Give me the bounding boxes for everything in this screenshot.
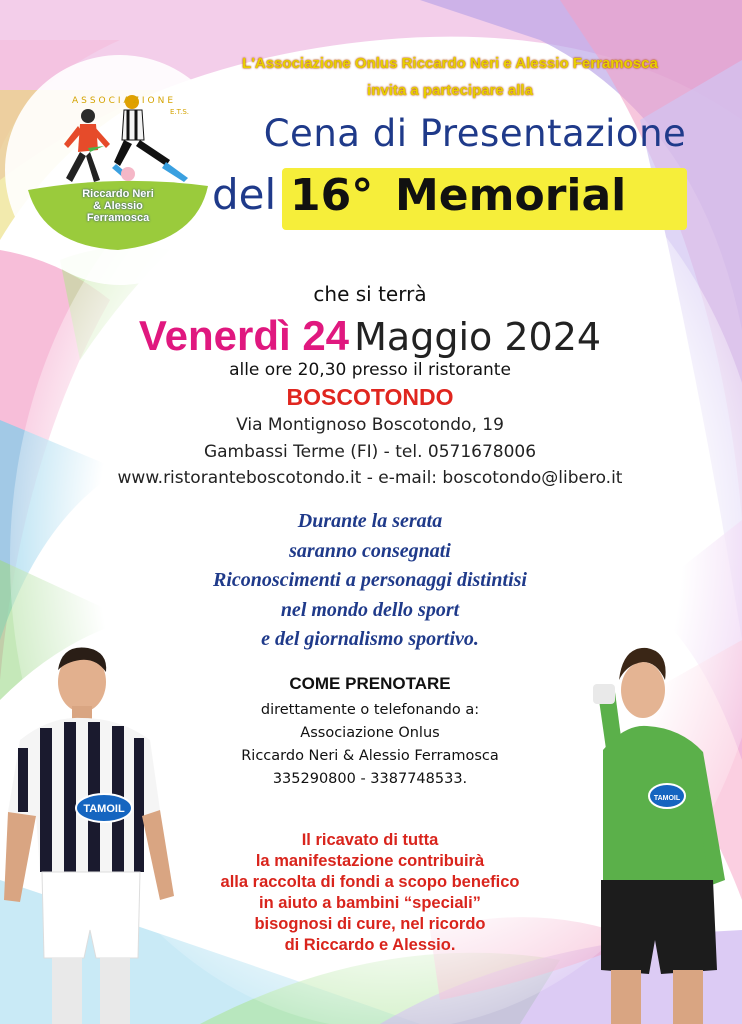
title-del: del bbox=[212, 170, 277, 219]
evening-text bbox=[150, 507, 590, 655]
event-day: Venerdì 24 bbox=[138, 312, 350, 359]
charity-line: alla raccolta di fondi a scopo benefico bbox=[220, 873, 520, 891]
event-date bbox=[100, 312, 640, 360]
event-time: alle ore 20,30 presso il ristorante bbox=[229, 360, 511, 380]
booking-title: COME PRENOTARE bbox=[289, 674, 451, 693]
organization-intro bbox=[150, 50, 742, 104]
intro-line-2: invita a partecipare alla bbox=[367, 82, 533, 99]
logo-name-line-3: Ferramosca bbox=[86, 212, 150, 224]
booking-line: direttamente o telefonando a: bbox=[260, 702, 480, 718]
address-line-1: Via Montignoso Boscotondo, 19 bbox=[236, 415, 504, 435]
logo-name-line-1: Riccardo Neri bbox=[82, 188, 154, 200]
charity-text bbox=[160, 830, 580, 956]
title-number: 16° bbox=[290, 170, 374, 221]
charity-line: Il ricavato di tutta bbox=[301, 831, 439, 849]
event-intro: che si terrà bbox=[313, 282, 427, 306]
logo-player-left-head bbox=[81, 109, 95, 123]
charity-line: bisognosi di cure, nel ricordo bbox=[254, 915, 486, 933]
logo-ball bbox=[121, 167, 135, 181]
evening-line: Durante la serata bbox=[297, 510, 443, 532]
evening-line: e del giornalismo sportivo. bbox=[261, 628, 479, 650]
title-line-1: Cena di Presentazione bbox=[263, 112, 687, 155]
event-month-year: Maggio 2024 bbox=[354, 315, 602, 359]
charity-line: di Riccardo e Alessio. bbox=[284, 936, 456, 954]
evening-line: Riconoscimenti a personaggi distintisi bbox=[213, 569, 527, 591]
intro-line-1: L'Associazione Onlus Riccardo Neri e Alessio Ferramosca bbox=[242, 55, 658, 72]
logo-ets: E.T.S. bbox=[170, 108, 189, 116]
player-left-photo bbox=[0, 640, 190, 1024]
charity-line: la manifestazione contribuirà bbox=[255, 852, 485, 870]
sponsor-left: TAMOIL bbox=[83, 803, 125, 815]
evening-line: saranno consegnati bbox=[289, 539, 451, 562]
web-email-line[interactable]: www.ristoranteboscotondo.it - e-mail: boscotondo@libero.it bbox=[117, 468, 623, 488]
booking-phone[interactable]: 335290800 - 3387748533. bbox=[272, 771, 468, 787]
booking-details bbox=[190, 699, 550, 791]
charity-line: in aiuto a bambini “speciali” bbox=[259, 894, 481, 912]
logo-name bbox=[48, 188, 188, 224]
booking-line: Associazione Onlus bbox=[300, 725, 440, 741]
sponsor-right: TAMOIL bbox=[653, 795, 681, 802]
player-right-photo bbox=[585, 640, 742, 1024]
title-memorial: Memorial bbox=[395, 170, 627, 221]
logo-name-line-2: & Alessio bbox=[93, 200, 143, 212]
evening-line: nel mondo dello sport bbox=[280, 598, 460, 621]
booking-line: Riccardo Neri & Alessio Ferramosca bbox=[241, 748, 499, 764]
address-line-2: Gambassi Terme (FI) - tel. 0571678006 bbox=[203, 442, 537, 462]
glove bbox=[593, 684, 615, 704]
logo-association-word: ASSOCIAZIONE bbox=[71, 96, 177, 106]
restaurant-name: BOSCOTONDO bbox=[286, 384, 454, 410]
